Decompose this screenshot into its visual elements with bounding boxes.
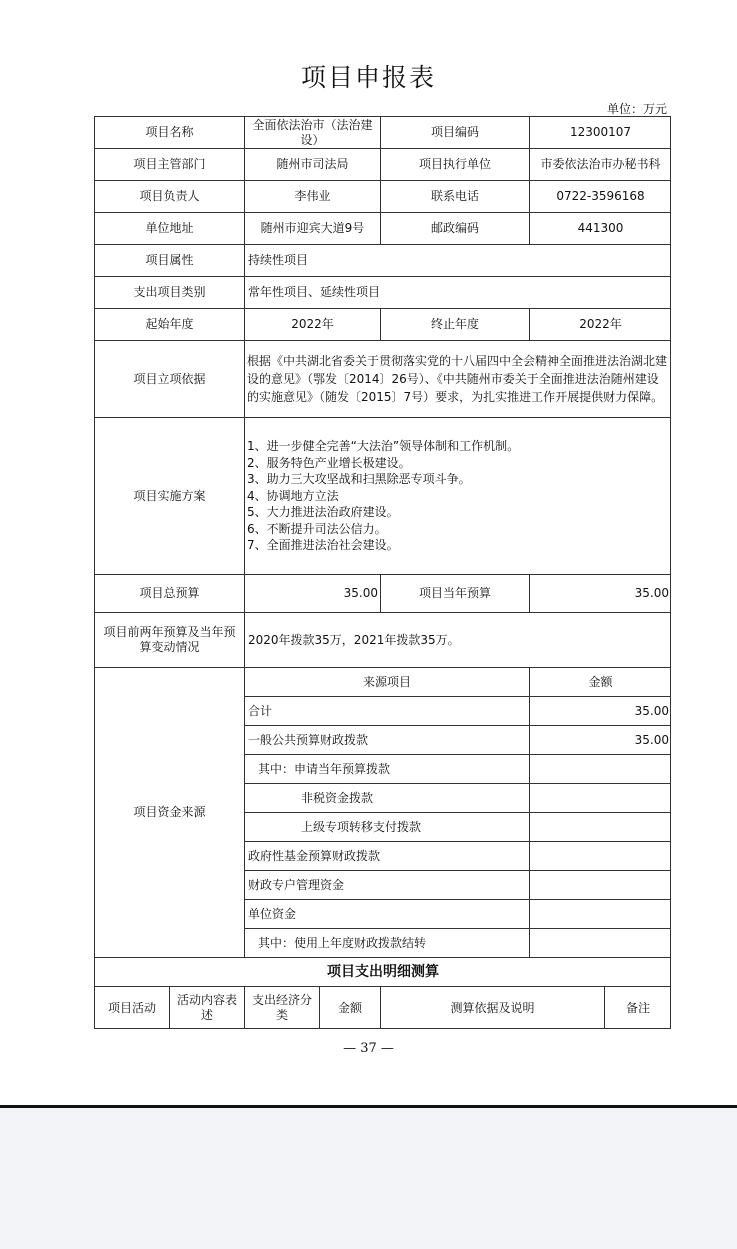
funding-col-source: 来源项目 xyxy=(244,667,529,696)
address-value: 随州市迎宾大道9号 xyxy=(244,212,380,244)
funding-row-amount: 35.00 xyxy=(529,696,671,725)
current-budget-value: 35.00 xyxy=(529,574,671,612)
funding-row-name: 政府性基金预算财政拨款 xyxy=(244,841,529,870)
project-application-table xyxy=(94,116,671,1029)
owner-label: 项目负责人 xyxy=(94,180,244,212)
category-value: 常年性项目、延续性项目 xyxy=(244,276,671,308)
funding-row-name: 其中：使用上年度财政拨款结转 xyxy=(244,928,529,957)
funding-row-amount xyxy=(529,899,671,928)
current-budget-label: 项目当年预算 xyxy=(380,574,529,612)
zip-label: 邮政编码 xyxy=(380,212,529,244)
funding-row-name: 其中：申请当年预算拨款 xyxy=(244,754,529,783)
detail-col-content: 活动内容表述 xyxy=(169,986,244,1029)
funding-col-amount: 金额 xyxy=(529,667,671,696)
detail-col-basis: 测算依据及说明 xyxy=(380,986,604,1029)
end-year-label: 终止年度 xyxy=(380,308,529,340)
total-budget-value: 35.00 xyxy=(244,574,380,612)
detail-section-title: 项目支出明细测算 xyxy=(94,957,671,986)
unit-label: 单位：万元 xyxy=(606,102,667,116)
funding-row-name: 非税资金拨款 xyxy=(244,783,529,812)
category-label: 支出项目类别 xyxy=(94,276,244,308)
owner-value: 李伟业 xyxy=(244,180,380,212)
plan-label: 项目实施方案 xyxy=(94,417,244,574)
page-bottom-rule xyxy=(0,1105,737,1108)
project-name-value: 全面依法治市（法治建设） xyxy=(244,116,380,148)
basis-label: 项目立项依据 xyxy=(94,340,244,417)
start-year-label: 起始年度 xyxy=(94,308,244,340)
start-year-value: 2022年 xyxy=(244,308,380,340)
funding-row-name: 合计 xyxy=(244,696,529,725)
funding-source-label: 项目资金来源 xyxy=(94,667,244,957)
address-label: 单位地址 xyxy=(94,212,244,244)
table-bottom-border xyxy=(94,1028,671,1029)
phone-label: 联系电话 xyxy=(380,180,529,212)
funding-row-amount xyxy=(529,928,671,957)
funding-row-amount: 35.00 xyxy=(529,725,671,754)
funding-row-name: 一般公共预算财政拨款 xyxy=(244,725,529,754)
attribute-label: 项目属性 xyxy=(94,244,244,276)
zip-value: 441300 xyxy=(529,212,671,244)
exec-unit-value: 市委依法治市办秘书科 xyxy=(529,148,671,180)
dept-label: 项目主管部门 xyxy=(94,148,244,180)
plan-value: 1、进一步健全完善“大法治”领导体制和工作机制。 2、服务特色产业增长极建设。 3、助力三大攻坚战和扫黑除恶专项斗争。 4、协调地方立法 5、大力推进法治政府建设。 6、不断提升司法公信力。 7、全面推进法治社会建设。 xyxy=(244,417,671,574)
project-code-value: 12300107 xyxy=(529,116,671,148)
basis-value: 根据《中共湖北省委关于贯彻落实党的十八届四中全会精神全面推进法治湖北建设的意见》（鄂发〔2014〕26号）、《中共随州市委关于全面推进法治随州建设的实施意见》（随发〔2015〕7号）要求，为扎实推进工作开展提供财力保障。 xyxy=(244,340,671,417)
dept-value: 随州市司法局 xyxy=(244,148,380,180)
table-right-border xyxy=(670,116,671,1029)
page-number: — 37 — xyxy=(343,1041,394,1056)
detail-col-activity: 项目活动 xyxy=(94,986,169,1029)
funding-row-amount xyxy=(529,812,671,841)
funding-row-amount xyxy=(529,754,671,783)
detail-col-note: 备注 xyxy=(604,986,671,1029)
prior-budget-label: 项目前两年预算及当年预算变动情况 xyxy=(94,612,244,667)
project-name-label: 项目名称 xyxy=(94,116,244,148)
funding-row-amount xyxy=(529,783,671,812)
prior-budget-value: 2020年拨款35万，2021年拨款35万。 xyxy=(244,612,671,667)
attribute-value: 持续性项目 xyxy=(244,244,671,276)
total-budget-label: 项目总预算 xyxy=(94,574,244,612)
project-code-label: 项目编码 xyxy=(380,116,529,148)
detail-col-amount: 金额 xyxy=(319,986,380,1029)
phone-value: 0722-3596168 xyxy=(529,180,671,212)
funding-row-name: 上级专项转移支付拨款 xyxy=(244,812,529,841)
funding-row-amount xyxy=(529,870,671,899)
page-title: 项目申报表 xyxy=(300,63,436,92)
funding-row-name: 财政专户管理资金 xyxy=(244,870,529,899)
exec-unit-label: 项目执行单位 xyxy=(380,148,529,180)
detail-col-class: 支出经济分类 xyxy=(244,986,319,1029)
funding-row-name: 单位资金 xyxy=(244,899,529,928)
end-year-value: 2022年 xyxy=(529,308,671,340)
funding-row-amount xyxy=(529,841,671,870)
